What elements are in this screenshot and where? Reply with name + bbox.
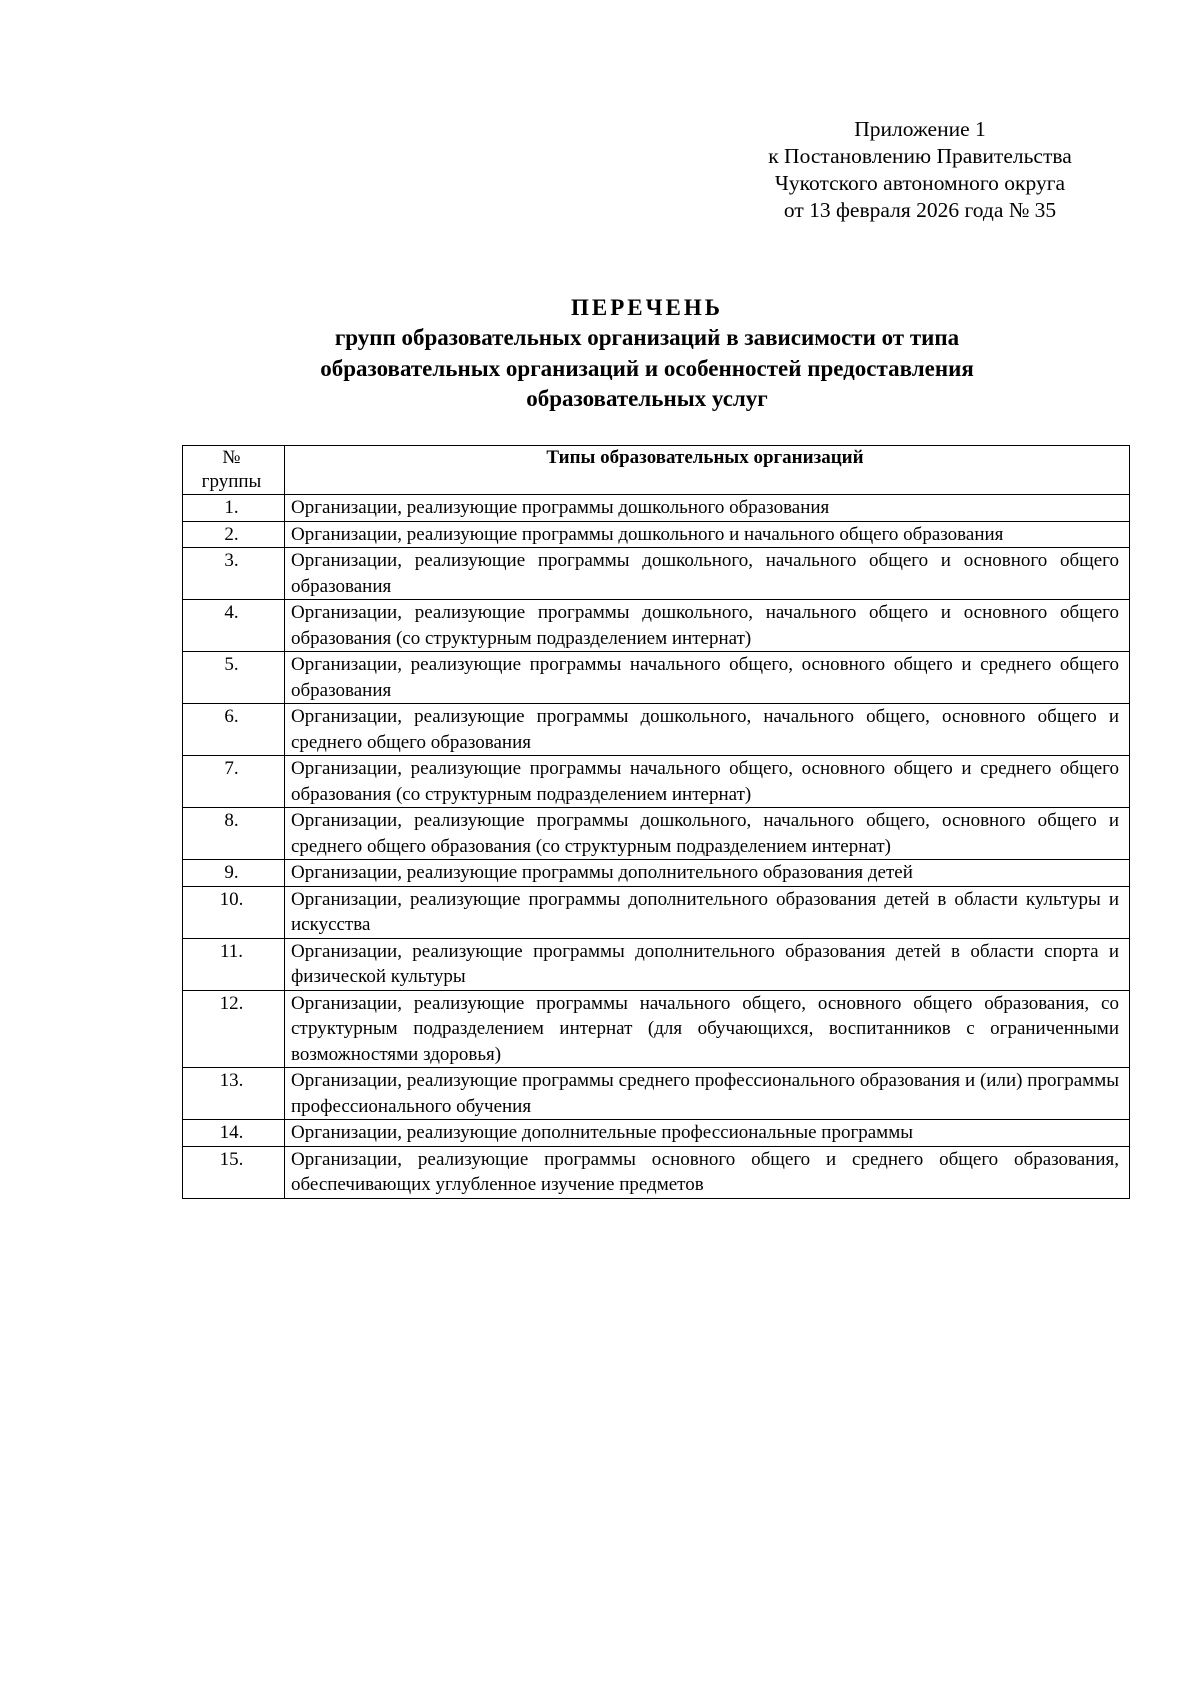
row-text: Организации, реализующие программы дополнительного образования детей xyxy=(285,860,1130,887)
row-text: Организации, реализующие программы начального общего, основного общего и среднего общего образования xyxy=(285,652,1130,704)
row-text: Организации, реализующие программы дополнительного образования детей в области культуры и искусства xyxy=(285,886,1130,938)
table-row xyxy=(183,938,1130,990)
groups-table xyxy=(182,445,1130,1199)
title-line: групп образовательных организаций в зависимости от типа xyxy=(334,325,960,350)
row-text: Организации, реализующие программы дошкольного, начального общего и основного общего образования (со структурным подразделением интернат) xyxy=(285,600,1130,652)
row-number: 7. xyxy=(183,756,285,808)
table-row xyxy=(183,990,1130,1068)
row-number: 15. xyxy=(183,1146,285,1198)
row-number: 6. xyxy=(183,704,285,756)
row-text: Организации, реализующие программы дошкольного, начального общего, основного общего и среднего общего образования (со структурным подразделением интернат) xyxy=(285,808,1130,860)
header-num-symbol: № xyxy=(222,447,241,468)
row-text: Организации, реализующие программы дошкольного, начального общего, основного общего и среднего общего образования xyxy=(285,704,1130,756)
appendix-line: Приложение 1 xyxy=(854,117,986,141)
row-text: Организации, реализующие программы дошкольного образования xyxy=(285,495,1130,522)
table-row xyxy=(183,1120,1130,1147)
row-text: Организации, реализующие дополнительные профессиональные программы xyxy=(285,1120,1130,1147)
row-number: 5. xyxy=(183,652,285,704)
row-number: 13. xyxy=(183,1068,285,1120)
row-number: 12. xyxy=(183,990,285,1068)
table-row xyxy=(183,860,1130,887)
appendix-line: к Постановлению Правительства xyxy=(768,144,1072,168)
row-number: 8. xyxy=(183,808,285,860)
row-number: 14. xyxy=(183,1120,285,1147)
row-text: Организации, реализующие программы дополнительного образования детей в области спорта и физической культуры xyxy=(285,938,1130,990)
row-number: 11. xyxy=(183,938,285,990)
table-row xyxy=(183,495,1130,522)
appendix-line: Чукотского автономного округа xyxy=(774,171,1066,195)
table-row xyxy=(183,600,1130,652)
document-title xyxy=(180,292,1114,415)
row-text: Организации, реализующие программы дошкольного, начального общего и основного общего образования xyxy=(285,548,1130,600)
title-main: ПЕРЕЧЕНЬ xyxy=(571,295,723,320)
header-group-number xyxy=(183,446,285,495)
table-row xyxy=(183,704,1130,756)
appendix-note xyxy=(720,116,1120,224)
row-text: Организации, реализующие программы среднего профессионального образования и (или) программы профессионального обучения xyxy=(285,1068,1130,1120)
title-line: образовательных услуг xyxy=(526,386,768,411)
row-number: 9. xyxy=(183,860,285,887)
table-row xyxy=(183,886,1130,938)
row-text: Организации, реализующие программы начального общего, основного общего образования, со структурным подразделением интернат (для обучающихся, воспитанников с ограниченными возможностями здоровья) xyxy=(285,990,1130,1068)
table-row xyxy=(183,808,1130,860)
row-number: 1. xyxy=(183,495,285,522)
table-row xyxy=(183,521,1130,548)
table-row xyxy=(183,652,1130,704)
table-row xyxy=(183,1068,1130,1120)
table-row xyxy=(183,756,1130,808)
table-row xyxy=(183,548,1130,600)
row-number: 4. xyxy=(183,600,285,652)
row-text: Организации, реализующие программы дошкольного и начального общего образования xyxy=(285,521,1130,548)
header-num-word: группы xyxy=(201,471,262,492)
row-text: Организации, реализующие программы основного общего и среднего общего образования, обеспечивающих углубленное изучение предметов xyxy=(285,1146,1130,1198)
row-number: 2. xyxy=(183,521,285,548)
header-organization-types: Типы образовательных организаций xyxy=(285,446,1130,495)
appendix-line: от 13 февраля 2026 года № 35 xyxy=(783,198,1057,222)
title-line: образовательных организаций и особенностей предоставления xyxy=(320,355,974,381)
row-number: 10. xyxy=(183,886,285,938)
row-number: 3. xyxy=(183,548,285,600)
row-text: Организации, реализующие программы начального общего, основного общего и среднего общего образования (со структурным подразделением интернат) xyxy=(285,756,1130,808)
table-header-row xyxy=(183,446,1130,495)
table-row xyxy=(183,1146,1130,1198)
